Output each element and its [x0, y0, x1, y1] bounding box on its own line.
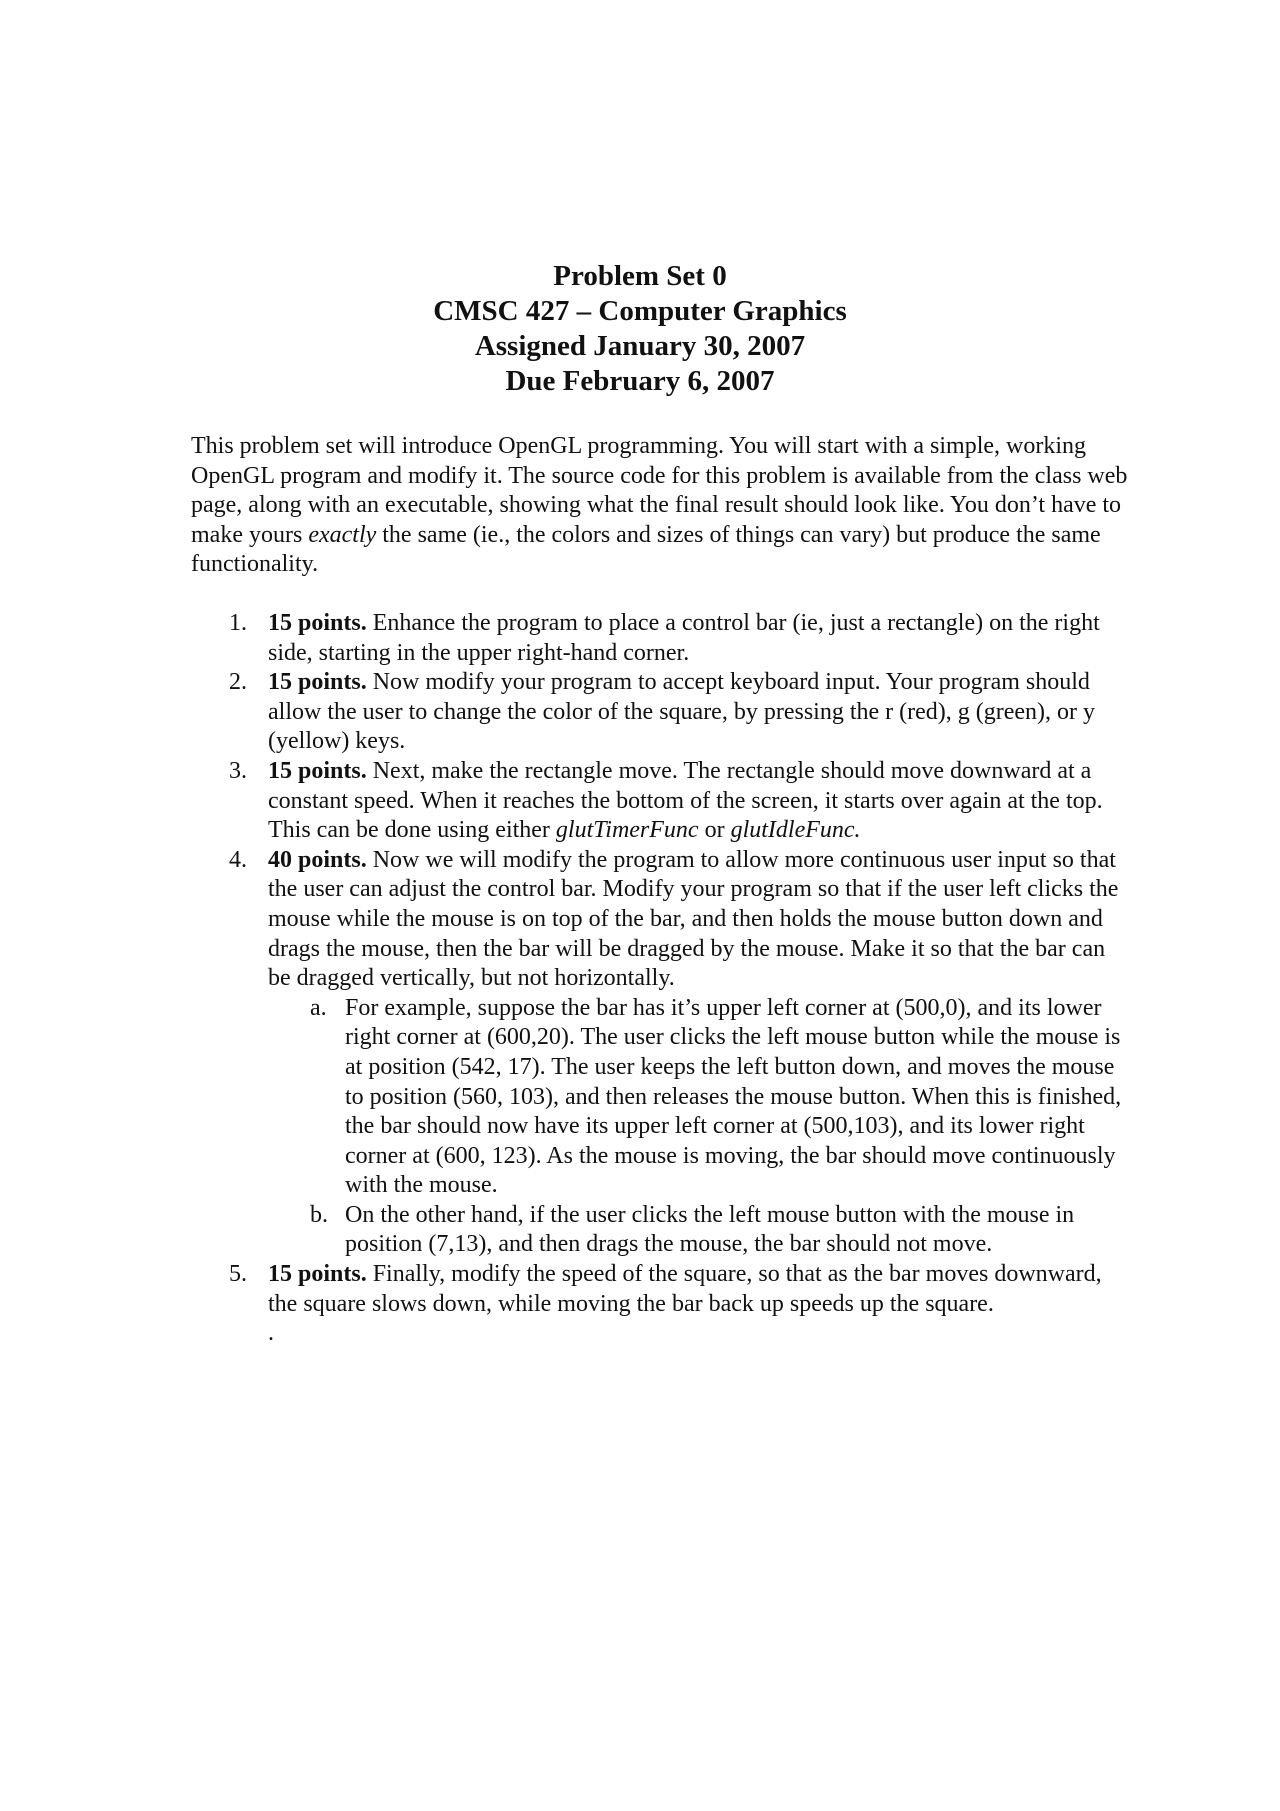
- problem-item: [191, 1260, 1131, 1349]
- problem-points: 15 points.: [268, 1261, 367, 1288]
- problem-number: 2.: [229, 669, 247, 696]
- assigned-date: Assigned January 30, 2007: [474, 330, 806, 362]
- problem-points: 15 points.: [268, 757, 367, 784]
- glut-timer-func: glutTimerFunc: [555, 817, 699, 844]
- problem-points: 40 points.: [268, 846, 367, 873]
- problem-number: 5.: [229, 1261, 247, 1288]
- problem-number: 4.: [229, 846, 247, 873]
- sub-problem-text: On the other hand, if the user clicks the left mouse button with the mouse in position (7,13), and then drags the mouse, the bar should not move.: [345, 1201, 1075, 1258]
- problem-text: Now we will modify the program to allow more continuous user input so that the user can adjust the control bar. Modify your program so that if the user left clicks the mouse while the mouse is on top of the bar, and then holds the mouse button down and drags the mouse, then the bar will be dragged by the mouse. Make it so that the bar can be dragged vertically, but not horizontally.: [268, 846, 1119, 992]
- problem-item: [191, 668, 1131, 757]
- sub-problem-list: [268, 994, 1131, 1260]
- intro-text: This problem set will introduce OpenGL programming. You will start with a simple, working OpenGL program and modify it. The source code for this problem is available from the class web page, along with an executable, showing what the final result should look like. You don’t have to make yours: [191, 433, 1128, 548]
- document-header: [0, 259, 1280, 399]
- sub-problem-letter: b.: [310, 1201, 328, 1228]
- problem-text: Next, make the rectangle move. The rectangle should move downward at a constant speed. When it reaches the bottom of the screen, it starts over again at the top. This can be done using either: [268, 757, 1103, 844]
- problem-set-title: Problem Set 0: [553, 260, 727, 292]
- sub-problem-text: For example, suppose the bar has it’s upper left corner at (500,0), and its lower right corner at (600,20). The user clicks the left mouse button while the mouse is at position (542, 17). The user keeps the left button down, and moves the mouse to position (560, 103), and then releases the mouse button. When this is finished, the bar should now have its upper left corner at (500,103), and its lower right corner at (600, 123). As the mouse is moving, the bar should move continuously with the mouse.: [345, 994, 1122, 1199]
- problem-item: [191, 757, 1131, 846]
- intro-paragraph: [191, 432, 1131, 580]
- problem-text-mid: or: [698, 817, 731, 844]
- problem-text: Now modify your program to accept keyboard input. Your program should allow the user to change the color of the square, by pressing the r (red), g (green), or y (yellow) keys.: [268, 669, 1096, 755]
- trailing-period: .: [268, 1320, 274, 1347]
- glut-idle-func: glutIdleFunc.: [730, 817, 861, 844]
- problem-list: [191, 609, 1131, 1349]
- due-date: Due February 6, 2007: [505, 365, 775, 397]
- sub-problem-item: [268, 994, 1131, 1201]
- problem-item: [191, 609, 1131, 668]
- problem-number: 3.: [229, 757, 247, 784]
- problem-text: Enhance the program to place a control bar (ie, just a rectangle) on the right side, starting in the upper right-hand corner.: [268, 610, 1100, 666]
- course-title: CMSC 427 – Computer Graphics: [433, 295, 847, 327]
- sub-problem-item: [268, 1201, 1131, 1260]
- problem-number: 1.: [229, 610, 247, 636]
- problem-points: 15 points.: [268, 669, 367, 696]
- problem-points: 15 points.: [268, 610, 367, 636]
- sub-problem-letter: a.: [310, 994, 327, 1021]
- intro-text-end: the same (ie., the colors and sizes of things can vary) but produce the same functionality.: [191, 521, 1101, 578]
- intro-emphasis: exactly: [308, 521, 377, 548]
- problem-text: Finally, modify the speed of the square, so that as the bar moves downward, the square slows down, while moving the bar back up speeds up the square.: [268, 1261, 1102, 1317]
- problem-item: [191, 846, 1131, 1260]
